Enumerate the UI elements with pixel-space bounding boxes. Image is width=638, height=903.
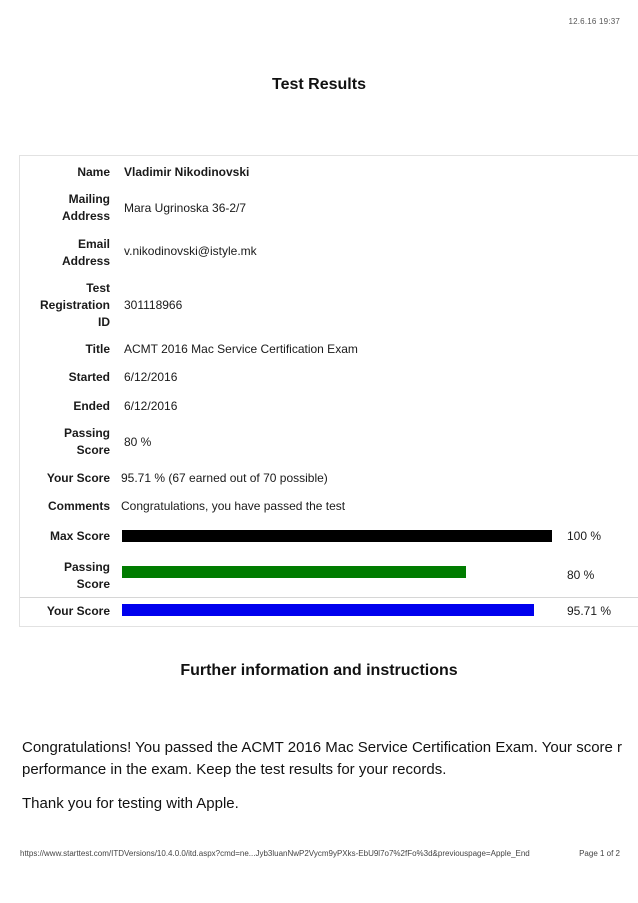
value-comments: Congratulations, you have passed the test — [121, 499, 346, 513]
label-title: Title — [85, 342, 110, 356]
label-your-score: Your Score — [46, 471, 110, 485]
congratulations-paragraph: Congratulations! You passed the ACMT 2016 Mac Service Certification Exam. Your score r performance in the exam. Keep the test results for your records. — [22, 739, 623, 778]
label-max-score: Max Score — [49, 529, 110, 543]
passing-score-bar — [122, 566, 466, 578]
footer-url: https://www.starttest.com/ITDVersions/10.4.0.0/itd.aspx?cmd=ne...Jyb3luanNwP2Vycm9yPXks-EbU9l7o7%2fFo%3d&previouspage=Apple_End — [20, 849, 530, 858]
footer-page-number: Page 1 of 2 — [579, 849, 620, 858]
label-passing-score-bar: Passing Score — [63, 560, 110, 591]
thank-you-paragraph: Thank you for testing with Apple. — [22, 795, 239, 812]
value-test-registration-id: 301118966 — [124, 298, 183, 312]
table-divider — [20, 597, 638, 598]
section-title-further-info: Further information and instructions — [180, 662, 458, 679]
label-email-address: Email Address — [61, 237, 110, 268]
print-timestamp: 12.6.16 19:37 — [568, 17, 620, 26]
label-comments: Comments — [47, 499, 110, 513]
passing-score-percent: 80 % — [567, 568, 595, 582]
value-started: 6/12/2016 — [124, 370, 178, 384]
label-name: Name — [77, 165, 110, 179]
value-email-address: v.nikodinovski@istyle.mk — [124, 244, 257, 258]
label-passing-score: Passing Score — [63, 426, 110, 457]
label-mailing-address: Mailing Address — [61, 192, 110, 223]
value-passing-score: 80 % — [124, 435, 152, 449]
your-score-percent: 95.71 % — [567, 604, 612, 618]
value-name: Vladimir Nikodinovski — [124, 165, 250, 179]
page-title: Test Results — [272, 76, 366, 93]
max-score-percent: 100 % — [567, 529, 602, 543]
your-score-bar — [122, 604, 534, 616]
label-started: Started — [68, 370, 110, 384]
max-score-bar — [122, 530, 552, 542]
label-test-registration-id: Test Registration ID — [39, 281, 110, 329]
label-your-score-bar: Your Score — [46, 604, 110, 618]
value-mailing-address: Mara Ugrinoska 36-2/7 — [124, 201, 247, 215]
value-ended: 6/12/2016 — [124, 399, 178, 413]
label-ended: Ended — [73, 399, 110, 413]
results-table — [19, 155, 638, 627]
value-title: ACMT 2016 Mac Service Certification Exam — [124, 342, 358, 356]
value-your-score: 95.71 % (67 earned out of 70 possible) — [121, 471, 328, 485]
